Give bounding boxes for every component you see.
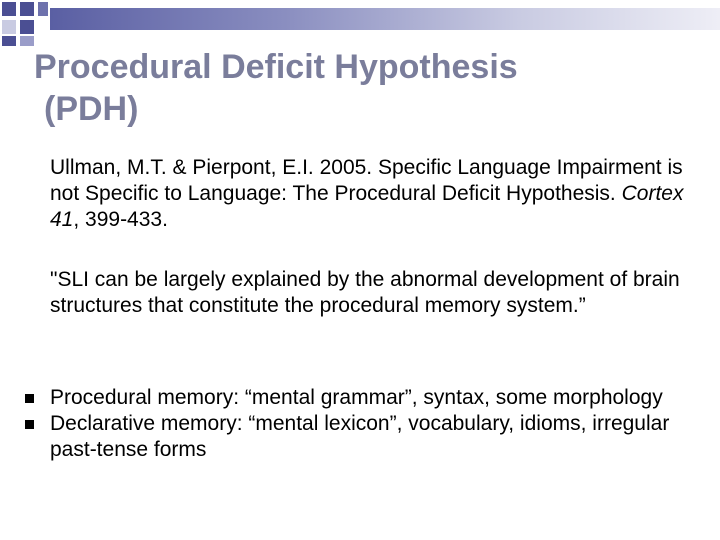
- grid-square: [20, 36, 34, 46]
- citation-pages: , 399-433.: [73, 208, 168, 231]
- list-item: [22, 385, 700, 411]
- title-line-2: (PDH): [44, 90, 139, 128]
- grid-square: [20, 2, 34, 16]
- grid-square: [38, 2, 48, 16]
- bullet-list: [22, 385, 700, 463]
- citation-text: Ullman, M.T. & Pierpont, E.I. 2005. Specific Language Impairment is not Specific to Language: The Procedural Deficit Hypothesis.: [50, 156, 683, 205]
- journal-name: Cortex 41: [50, 182, 684, 231]
- square-bullet-icon: [25, 420, 34, 429]
- bullet-text: Declarative memory: “mental lexicon”, vocabulary, idioms, irregular past-tense forms: [50, 412, 670, 461]
- bullet-text: Procedural memory: “mental grammar”, syntax, some morphology: [50, 386, 663, 409]
- list-item: [22, 411, 700, 463]
- slide-title: [34, 46, 694, 130]
- citation-paragraph: [50, 155, 700, 233]
- grid-square: [2, 36, 16, 46]
- square-bullet-icon: [25, 394, 34, 403]
- quote-paragraph: "SLI can be largely explained by the abnormal development of brain structures that constitute the procedural memory system.”: [50, 268, 680, 317]
- grid-square: [2, 20, 16, 34]
- title-gradient-bar: [50, 8, 720, 30]
- title-line-1: Procedural Deficit Hypothesis: [34, 48, 518, 86]
- grid-square: [2, 2, 16, 16]
- grid-square: [20, 20, 34, 34]
